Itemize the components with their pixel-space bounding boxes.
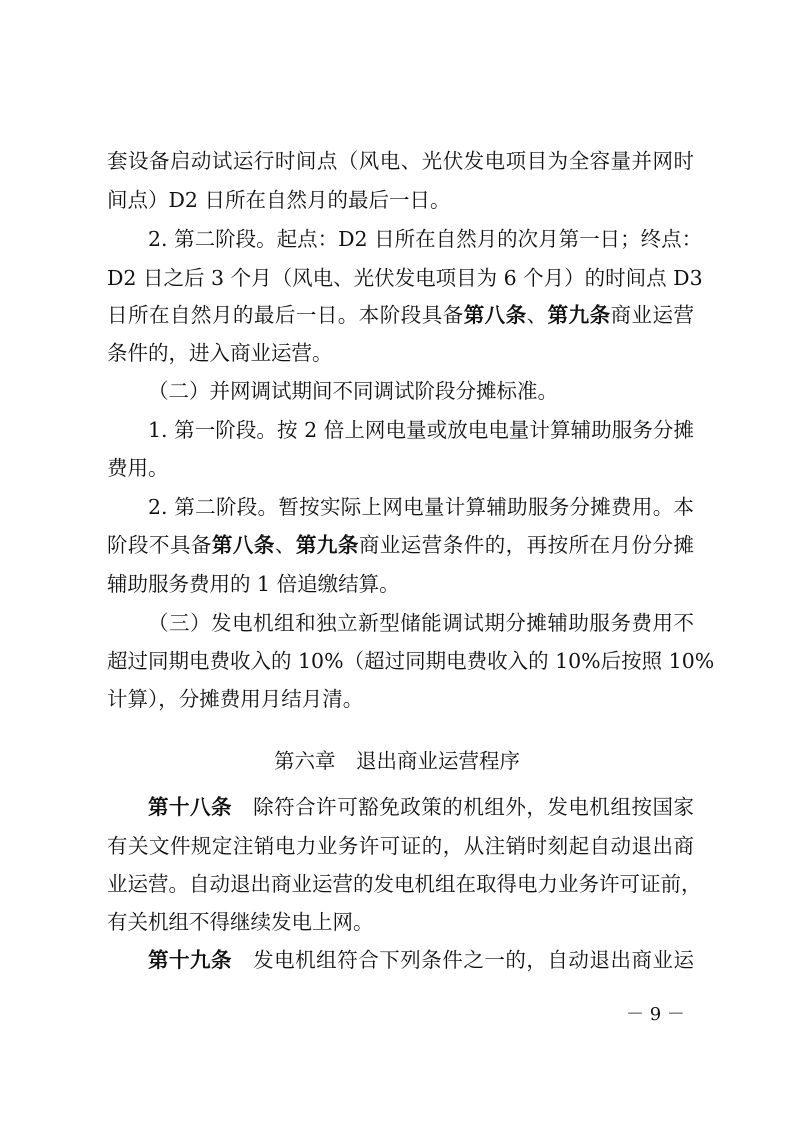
paragraph-line	[107, 297, 694, 333]
paragraph-line: 有关机组不得继续发电上网。	[107, 910, 374, 934]
article-ref: 第九条	[295, 533, 359, 557]
text-run: 阶段不具备	[107, 533, 212, 557]
text-run: 发电机组符合下列条件之一的，自动退出商业运	[232, 948, 695, 972]
paragraph-line: 2. 第二阶段。暂按实际上网电量计算辅助服务分摊费用。本	[148, 495, 694, 519]
paragraph-line: 计算），分摊费用月结月清。	[107, 687, 364, 711]
article-ref: 第九条	[547, 303, 611, 327]
paragraph-line: D2 日之后 3 个月（风电、光伏发电项目为 6 个月）的时间点 D3	[107, 266, 703, 290]
paragraph-line	[148, 789, 694, 825]
chapter-heading: 第六章 退出商业运营程序	[274, 749, 520, 773]
paragraph-line	[107, 527, 694, 563]
text-run: 日所在自然月的最后一日。本阶段具备	[107, 303, 464, 327]
paragraph-line: 套设备启动试运行时间点（风电、光伏发电项目为全容量并网时	[107, 149, 694, 173]
paragraph-line: 辅助服务费用的 1 倍追缴结算。	[107, 572, 400, 596]
text-run: 、	[274, 533, 296, 557]
article-ref: 第八条	[211, 533, 275, 557]
text-run: 商业运营条件的，再按所在月份分摊	[358, 533, 695, 557]
section-heading: （二）并网调试期间不同调试阶段分摊标准。	[148, 379, 558, 403]
paragraph-line: 间点）D2 日所在自然月的最后一日。	[107, 188, 451, 212]
paragraph-line: 2. 第二阶段。起点：D2 日所在自然月的次月第一日；终点：	[148, 227, 703, 251]
paragraph-line: 费用。	[107, 456, 169, 480]
paragraph-line: 超过同期电费收入的 10%（超过同期电费收入的 10%后按照 10%	[107, 649, 715, 673]
paragraph-line	[148, 942, 694, 978]
article-ref: 第八条	[463, 303, 527, 327]
page-number: － 9 －	[626, 1004, 685, 1025]
paragraph-line: 1. 第一阶段。按 2 倍上网电量或放电电量计算辅助服务分摊	[148, 418, 694, 442]
paragraph-line: 条件的，进入商业运营。	[107, 341, 333, 365]
paragraph-line: （三）发电机组和独立新型储能调试期分摊辅助服务费用不	[148, 611, 694, 635]
text-run: 商业运营	[610, 303, 695, 327]
text-run: 、	[526, 303, 548, 327]
article-title: 第十九条	[148, 948, 233, 972]
paragraph-line: 业运营。自动退出商业运营的发电机组在取得电力业务许可证前，	[107, 872, 702, 896]
text-run: 除符合许可豁免政策的机组外，发电机组按国家	[232, 795, 695, 819]
article-title: 第十八条	[148, 795, 233, 819]
paragraph-line: 有关文件规定注销电力业务许可证的，从注销时刻起自动退出商	[107, 834, 694, 858]
